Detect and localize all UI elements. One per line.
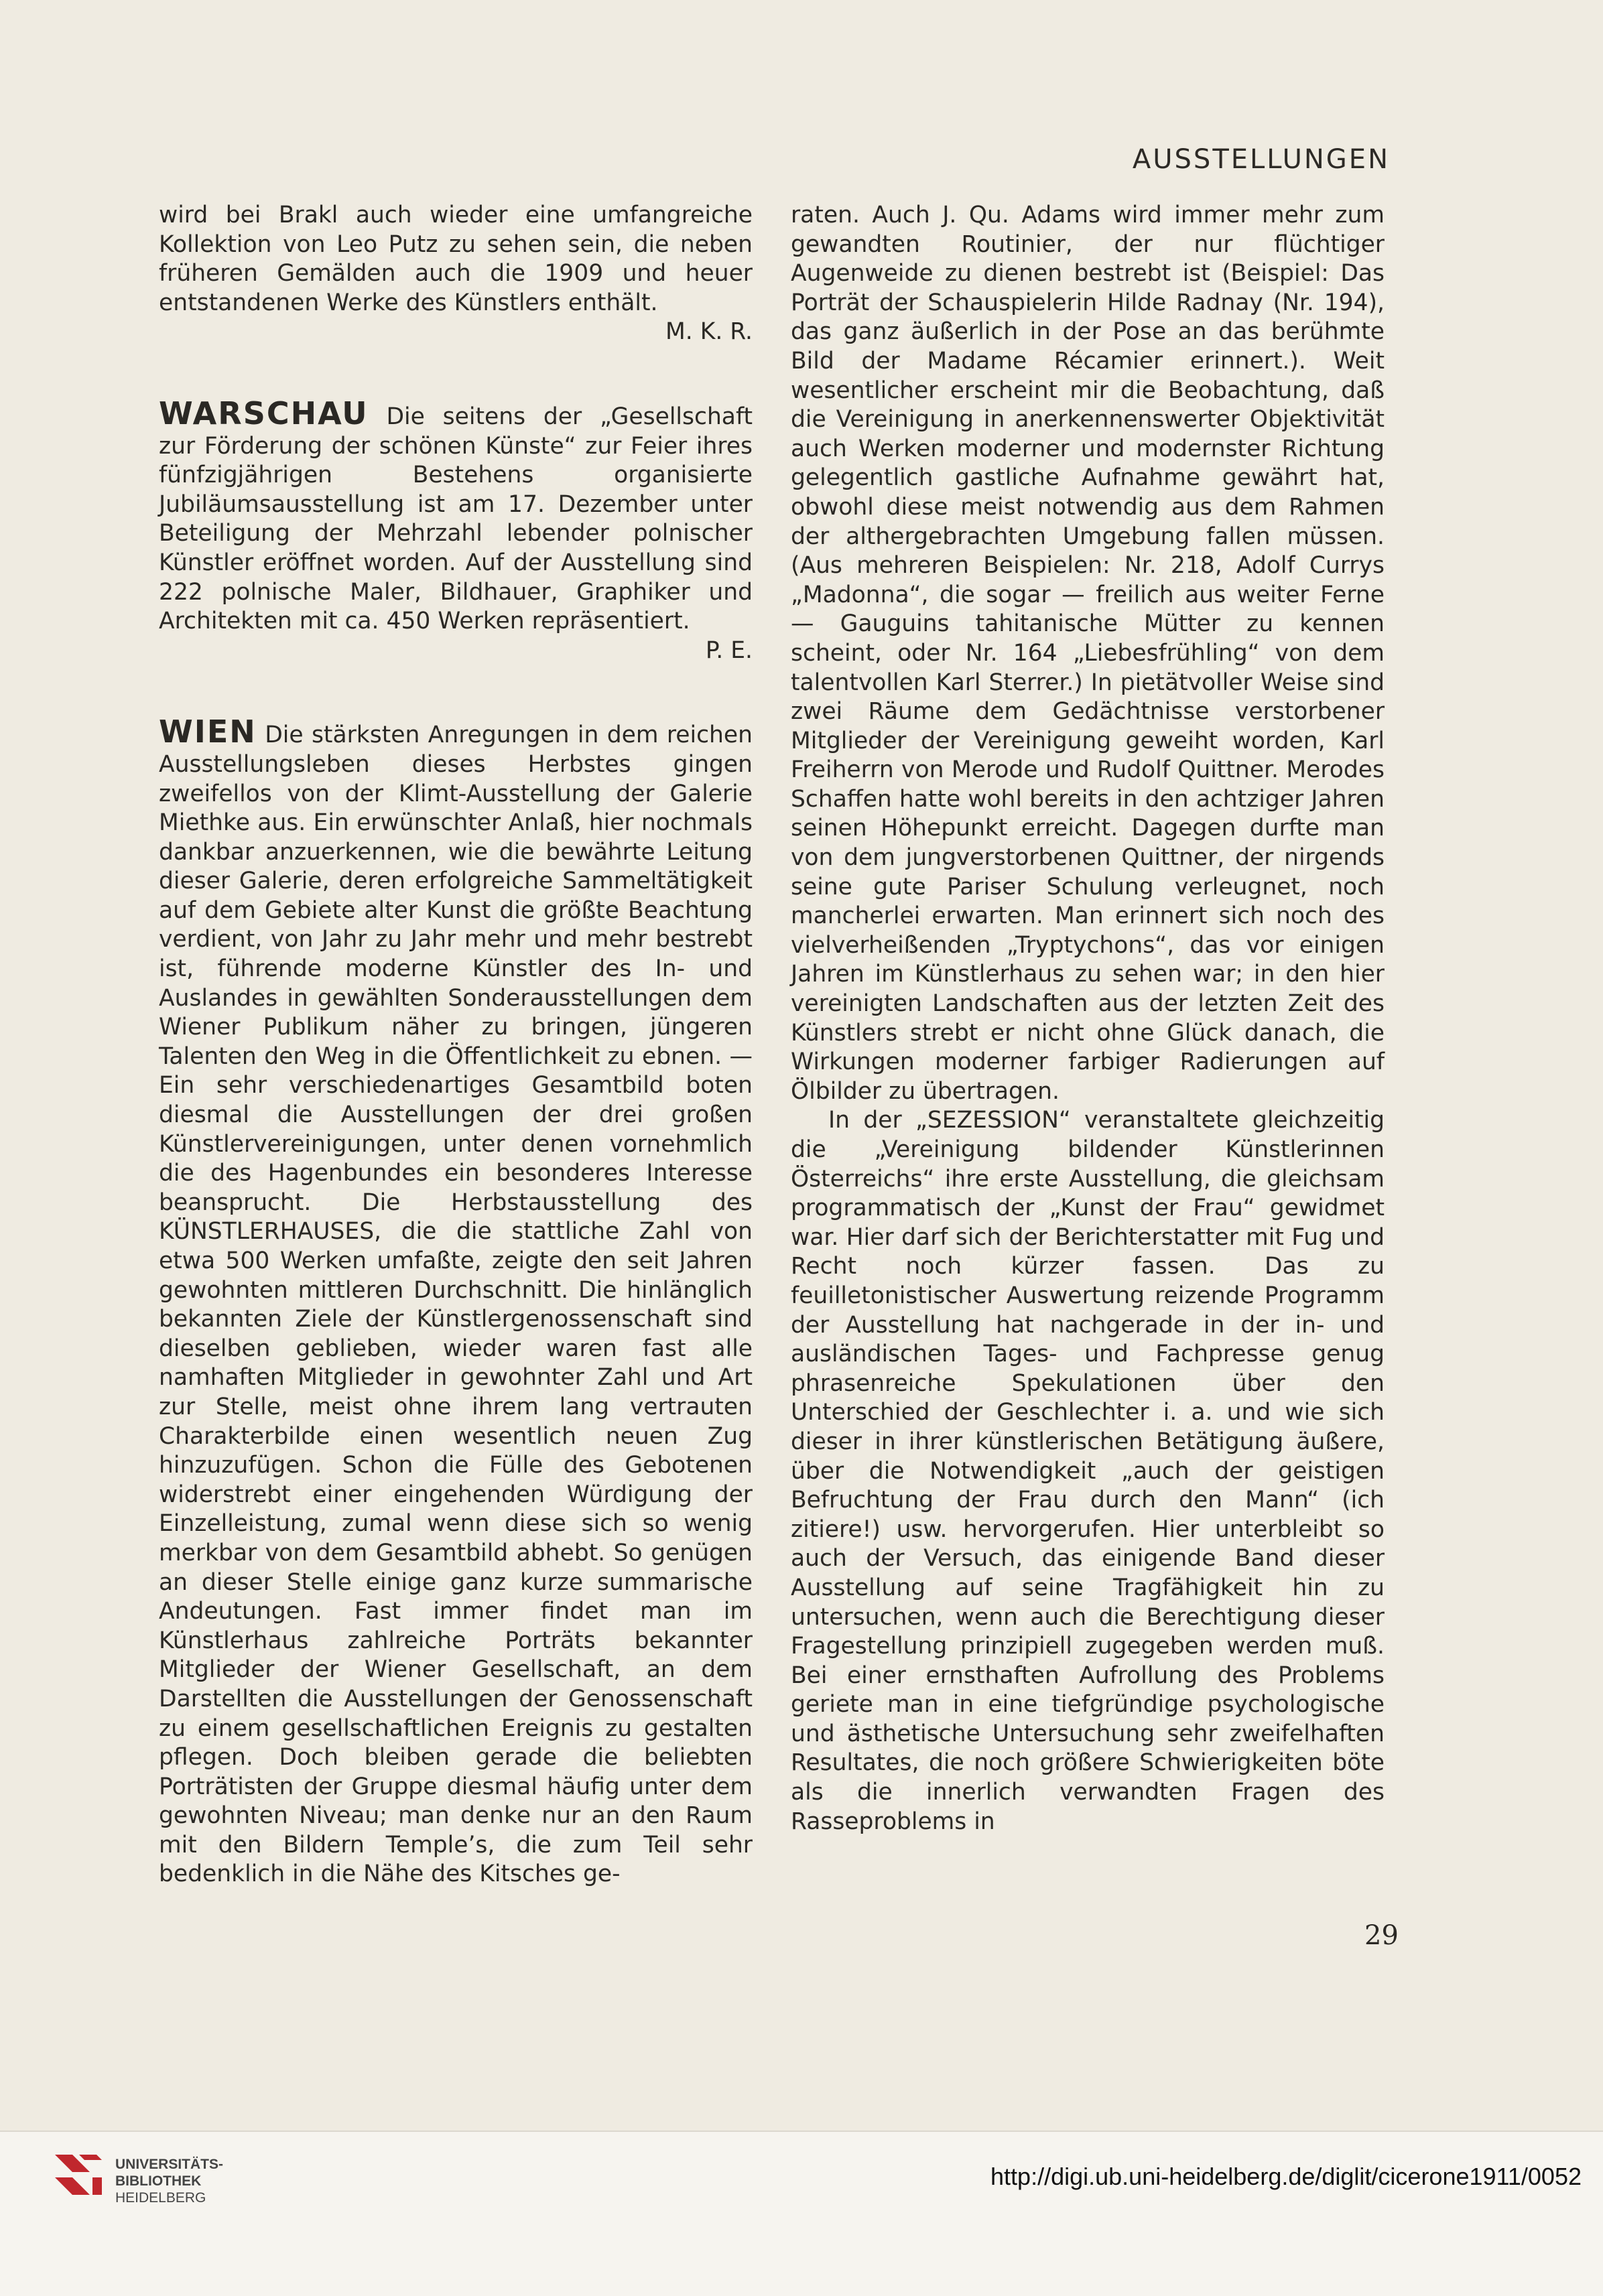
signature-mkr: M. K. R. [665, 318, 753, 346]
library-name-line3: HEIDELBERG [115, 2190, 206, 2206]
right-column [791, 201, 1385, 1836]
university-library-logo-icon [52, 2152, 105, 2204]
running-head: AUSSTELLUNGEN [1132, 144, 1390, 175]
left-column [159, 201, 753, 1889]
section-wien [159, 714, 753, 1889]
city-heading-warschau: WARSCHAU [159, 395, 369, 431]
section-warschau [159, 395, 753, 636]
library-name-line1: UNIVERSITÄTS- [115, 2157, 224, 2172]
paragraph-warschau: Die seitens der „Gesellschaft zur Förderung der schönen Künste“ zur Feier ihres fünfzigjährigen Bestehens organisierte Jubiläumsausstellung ist am 17. Dezember unter Beteiligung der Mehrzahl lebender polnischer Künstler eröffnet worden. Auf der Ausstellung sind 222 polnische Maler, Bildhauer, Graphiker und Architekten mit ca. 450 Werken repräsentiert. [159, 403, 753, 635]
signature-pe: P. E. [705, 636, 753, 664]
library-name-line2: BIBLIOTHEK [115, 2173, 202, 2189]
paragraph-wien: Die stärksten Anregungen in dem reichen Ausstellungsleben dieses Herbstes gingen zweifellos von der Klimt-Ausstellung der Galerie Miethke aus. Ein erwünschter Anlaß, hier nochmals dankbar anzuerkennen, wie die bewährte Leitung dieser Galerie, deren erfolgreiche Sammeltätigkeit auf dem Gebiete alter Kunst die größte Beachtung verdient, von Jahr zu Jahr mehr und mehr bestrebt ist, führende moderne Künstler des In- und Auslandes in gewählten Sonderausstellungen dem Wiener Publikum näher zu bringen, jüngeren Talenten den Weg in die Öffentlichkeit zu ebnen. — Ein sehr verschiedenartiges Gesamtbild boten diesmal die Ausstellungen der drei großen Künstlervereinigungen, unter denen vornehmlich die des Hagenbundes ein besonderes Interesse beansprucht. Die Herbstausstellung des KÜNSTLERHAUSES, die die stattliche Zahl von etwa 500 Werken umfaßte, zeigte den seit Jahren gewohnten mittleren Durchschnitt. Die hinlänglich bekannten Ziele der Künstlergenossenschaft sind dieselben geblieben, wieder waren fast alle namhaften Mitglieder in gewohnter Zahl und Art zur Stelle, meist ohne ihrem lang vertrauten Charakterbilde einen wesentlich neuen Zug hinzuzufügen. Schon die Fülle des Gebotenen widerstrebt einer eingehenden Würdigung der Einzelleistung, zumal wenn diese sich so wenig merkbar von dem Gesamtbild abhebt. So genügen an dieser Stelle einige ganz kurze summarische Andeutungen. Fast immer findet man im Künstlerhaus zahlreiche Porträts bekannter Mitglieder der Wiener Gesellschaft, an dem Darstellten die Ausstellungen der Genossenschaft zu einem gesellschaftlichen Ereignis zu gestalten pflegen. Doch bleiben gerade die beliebten Porträtisten der Gruppe diesmal häufig unter dem gewohnten Niveau; man denke nur an den Raum mit den Bildern Temple’s, die zum Teil sehr bedenklich in die Nähe des Kitsches ge- [159, 722, 753, 1888]
paragraph-sezession: In der „SEZESSION“ veranstaltete gleichzeitig die „Vereinigung bildender Künstlerinnen Österreichs“ ihre erste Ausstellung, die gleichsam programmatisch der „Kunst der Frau“ gewidmet war. Hier darf sich der Berichterstatter mit Fug und Recht noch kürzer fassen. Das zu feuilletonistischer Auswertung reizende Programm der Ausstellung hat nachgerade in der in- und ausländischen Tages- und Fachpresse genug phrasenreiche Spekulationen über den Unterschied der Geschlechter i. a. und wie sich dieser in ihrer künstlerischen Betätigung äußere, über die Notwendigkeit „auch der geistigen Befruchtung der Frau durch den Mann“ (ich zitiere!) usw. hervorgerufen. Hier unterbleibt so auch der Versuch, das einigende Band dieser Ausstellung auf seine Tragfähigkeit hin zu untersuchen, wenn auch die Berechtigung dieser Fragestellung prinzipiell zugegeben werden muß. Bei einer ernsthaften Aufrollung des Problems geriete man in eine tiefgründige psychologische und ästhetische Untersuchung sehr zweifelhaften Resultates, die noch größere Schwierigkeiten böte als die innerlich verwandten Fragen des Rasseproblems in [791, 1107, 1385, 1835]
paragraph-kuenstlerhaus: raten. Auch J. Qu. Adams wird immer mehr zum gewandten Routinier, der nur flüchtiger Augenweide zu dienen bestrebt ist (Beispiel: Das Porträt der Schauspielerin Hilde Radnay (Nr. 194), das ganz äußerlich in der Pose an das berühmte Bild der Madame Récamier erinnert.). Weit wesentlicher erscheint mir die Beobachtung, daß die Vereinigung in anerkennenswerter Objektivität auch Werken moderner und modernster Richtung gelegentlich gastliche Aufnahme gewährt hat, obwohl diese meist notwendig aus dem Rahmen der althergebrachten Umgebung fallen müssen. (Aus mehreren Beispielen: Nr. 218, Adolf Currys „Madonna“, die sogar — freilich aus weiter Ferne — Gauguins tahitanische Mütter zu kennen scheint, oder Nr. 164 „Liebesfrühling“ von dem talentvollen Karl Sterrer.) In pietätvoller Weise sind zwei Räume dem Gedächtnisse verstorbener Mitglieder der Vereinigung geweiht worden, Karl Freiherrn von Merode und Rudolf Quittner. Merodes Schaffen hatte wohl bereits in den achtziger Jahren seinen Höhepunkt erreicht. Dagegen durfte man von dem jungverstorbenen Quittner, der nirgends seine gute Pariser Schulung verleugnet, noch mancherlei erwarten. Man erinnert sich noch des vielverheißenden „Tryptychons“, das vor einigen Jahren im Künstlerhaus zu sehen war; in den hier vereinigten Landschaften aus der letzten Zeit des Künstlers strebt er nicht ohne Glück danach, die Wirkungen moderner farbiger Radierungen auf Ölbilder zu übertragen. [791, 202, 1385, 1105]
page-number: 29 [1364, 1920, 1399, 1951]
paragraph-brakl: wird bei Brakl auch wieder eine umfangreiche Kollektion von Leo Putz zu sehen sein, die neben früheren Gemälden auch die 1909 und heuer entstandenen Werke des Künstlers enthält. [159, 202, 753, 316]
city-heading-wien: WIEN [159, 714, 257, 750]
source-url-link[interactable]: http://digi.ub.uni-heidelberg.de/diglit/cicerone1911/0052 [990, 2163, 1582, 2190]
library-name [115, 2156, 223, 2206]
library-footer [0, 2131, 1603, 2296]
